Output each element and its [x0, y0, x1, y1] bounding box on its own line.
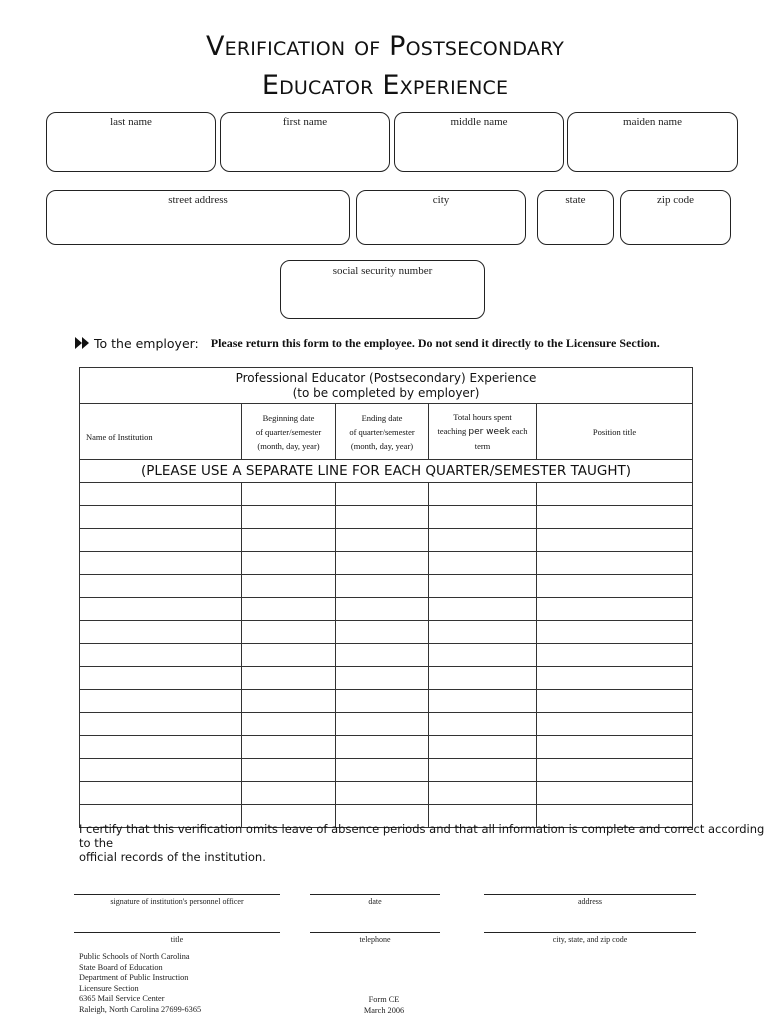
- maiden-name-label: maiden name: [623, 116, 682, 128]
- position-input[interactable]: [537, 783, 692, 805]
- beginning-date-input[interactable]: [242, 691, 335, 713]
- position-input[interactable]: [537, 507, 692, 529]
- hours-input[interactable]: [429, 530, 536, 552]
- last-name-label: last name: [110, 116, 152, 128]
- institution-input[interactable]: [80, 576, 241, 598]
- table-cell-institution: [80, 667, 242, 690]
- header-begin-line-2: of quarter/semester: [255, 426, 322, 437]
- beginning-date-input[interactable]: [242, 622, 335, 644]
- position-input[interactable]: [537, 737, 692, 759]
- table-cell-ending-date: [336, 483, 429, 506]
- hours-input[interactable]: [429, 714, 536, 736]
- table-row: [80, 598, 693, 621]
- table-cell-institution: [80, 621, 242, 644]
- table-cell-ending-date: [336, 529, 429, 552]
- table-cell-position: [537, 552, 693, 575]
- footer-form-number: Form CE: [368, 995, 400, 1004]
- ending-date-input[interactable]: [336, 737, 428, 759]
- table-row: [80, 690, 693, 713]
- table-cell-beginning-date: [242, 644, 336, 667]
- institution-input[interactable]: [80, 737, 241, 759]
- ending-date-input[interactable]: [336, 599, 428, 621]
- beginning-date-input[interactable]: [242, 737, 335, 759]
- table-cell-position: [537, 644, 693, 667]
- footer-org-6: Raleigh, North Carolina 27699-6365: [79, 1004, 202, 1014]
- table-cell-institution: [80, 736, 242, 759]
- table-row: [80, 736, 693, 759]
- header-hours-teaching: teaching: [437, 426, 469, 436]
- table-cell-institution: [80, 483, 242, 506]
- footer-org-5: 6365 Mail Service Center: [79, 994, 165, 1003]
- position-input[interactable]: [537, 553, 692, 575]
- signature-city-state-zip-line[interactable]: city, state, and zip code: [484, 932, 696, 944]
- table-cell-ending-date: [336, 506, 429, 529]
- institution-input[interactable]: [80, 507, 241, 529]
- table-cell-hours: [429, 644, 537, 667]
- table-cell-position: [537, 621, 693, 644]
- beginning-date-input[interactable]: [242, 484, 335, 506]
- first-name-input[interactable]: [227, 146, 383, 166]
- position-input[interactable]: [537, 645, 692, 667]
- table-cell-hours: [429, 690, 537, 713]
- position-input[interactable]: [537, 622, 692, 644]
- ending-date-input[interactable]: [336, 622, 428, 644]
- street-address-field[interactable]: [46, 190, 350, 245]
- zip-code-label: zip code: [657, 194, 694, 206]
- header-end-line-1: Ending date: [361, 412, 403, 423]
- beginning-date-input[interactable]: [242, 530, 335, 552]
- footer-org-1: Public Schools of North Carolina: [79, 952, 190, 961]
- signature-title-line[interactable]: title: [74, 932, 280, 944]
- state-input[interactable]: [544, 219, 607, 239]
- header-end-line-2: of quarter/semester: [349, 426, 415, 437]
- header-institution: Name of Institution: [80, 404, 242, 460]
- position-input[interactable]: [537, 599, 692, 621]
- table-cell-hours: [429, 621, 537, 644]
- institution-input[interactable]: [80, 645, 241, 667]
- table-cell-beginning-date: [242, 529, 336, 552]
- table-title-line-2: (to be completed by employer): [292, 385, 480, 400]
- institution-input[interactable]: [80, 553, 241, 575]
- header-total-hours: [429, 404, 537, 460]
- ending-date-input[interactable]: [336, 484, 428, 506]
- header-hours-per-week: per week: [468, 427, 510, 437]
- table-cell-position: [537, 598, 693, 621]
- beginning-date-input[interactable]: [242, 507, 335, 529]
- beginning-date-input[interactable]: [242, 576, 335, 598]
- table-cell-position: [537, 759, 693, 782]
- table-row: [80, 782, 693, 805]
- table-cell-ending-date: [336, 782, 429, 805]
- ending-date-input[interactable]: [336, 714, 428, 736]
- table-cell-ending-date: [336, 552, 429, 575]
- position-input[interactable]: [537, 714, 692, 736]
- double-arrow-icon: [74, 336, 92, 350]
- middle-name-label: middle name: [450, 116, 508, 128]
- table-cell-hours: [429, 598, 537, 621]
- table-cell-hours: [429, 575, 537, 598]
- table-cell-position: [537, 483, 693, 506]
- signature-officer-line[interactable]: signature of institution's personnel officer: [74, 894, 280, 906]
- footer-address-block: [79, 952, 201, 1015]
- ssn-label: social security number: [332, 265, 433, 277]
- header-end-line-3: (month, day, year): [350, 440, 414, 451]
- table-cell-hours: [429, 713, 537, 736]
- table-cell-hours: [429, 483, 537, 506]
- table-cell-ending-date: [336, 598, 429, 621]
- header-hours-line-1: Total hours spent: [453, 412, 512, 422]
- form-title-line-1: Verification of Postsecondary: [205, 31, 565, 62]
- institution-input[interactable]: [80, 599, 241, 621]
- ending-date-input[interactable]: [336, 530, 428, 552]
- table-cell-institution: [80, 598, 242, 621]
- footer-org-2: State Board of Education: [79, 962, 163, 972]
- institution-input[interactable]: [80, 783, 241, 805]
- hours-input[interactable]: [429, 484, 536, 506]
- maiden-name-field[interactable]: [567, 112, 738, 172]
- hours-input[interactable]: [429, 507, 536, 529]
- header-begin-line-3: (month, day, year): [257, 440, 320, 451]
- table-row: [80, 575, 693, 598]
- table-cell-institution: [80, 713, 242, 736]
- header-beginning-date: [242, 404, 336, 460]
- employer-label: To the employer:: [94, 335, 199, 351]
- table-cell-beginning-date: [242, 598, 336, 621]
- table-row: [80, 506, 693, 529]
- table-cell-institution: [80, 644, 242, 667]
- header-hours-line-2: [429, 424, 536, 439]
- beginning-date-input[interactable]: [242, 553, 335, 575]
- header-hours-line-3: term: [474, 441, 491, 451]
- table-row: [80, 667, 693, 690]
- ending-date-input[interactable]: [336, 691, 428, 713]
- ending-date-input[interactable]: [336, 783, 428, 805]
- beginning-date-input[interactable]: [242, 714, 335, 736]
- ending-date-input[interactable]: [336, 645, 428, 667]
- table-cell-position: [537, 782, 693, 805]
- table-cell-institution: [80, 782, 242, 805]
- ending-date-input[interactable]: [336, 576, 428, 598]
- hours-input[interactable]: [429, 783, 536, 805]
- table-cell-hours: [429, 736, 537, 759]
- maiden-name-input[interactable]: [574, 146, 731, 166]
- certification-line-1: I certify that this verification omits leave of absence periods and that all information is complete and correct according to the: [79, 822, 765, 850]
- table-row: [80, 759, 693, 782]
- institution-input[interactable]: [80, 691, 241, 713]
- hours-input[interactable]: [429, 737, 536, 759]
- signature-date-line[interactable]: date: [310, 894, 440, 906]
- beginning-date-input[interactable]: [242, 668, 335, 690]
- city-label: city: [432, 194, 450, 206]
- table-cell-institution: [80, 759, 242, 782]
- signature-address-line[interactable]: address: [484, 894, 696, 906]
- table-cell-institution: [80, 552, 242, 575]
- beginning-date-input[interactable]: [242, 783, 335, 805]
- beginning-date-input[interactable]: [242, 599, 335, 621]
- hours-input[interactable]: [429, 668, 536, 690]
- footer-org-3: Department of Public Instruction: [79, 973, 189, 982]
- table-cell-beginning-date: [242, 552, 336, 575]
- table-cell-hours: [429, 552, 537, 575]
- first-name-label: first name: [282, 116, 328, 128]
- city-input[interactable]: [363, 219, 519, 239]
- table-row: [80, 621, 693, 644]
- footer-form-date: March 2006: [363, 1005, 405, 1015]
- ending-date-input[interactable]: [336, 507, 428, 529]
- zip-code-input[interactable]: [627, 219, 724, 239]
- table-cell-beginning-date: [242, 782, 336, 805]
- position-input[interactable]: [537, 691, 692, 713]
- beginning-date-input[interactable]: [242, 645, 335, 667]
- table-cell-beginning-date: [242, 483, 336, 506]
- experience-table: [79, 367, 693, 828]
- position-input[interactable]: [537, 530, 692, 552]
- table-cell-ending-date: [336, 759, 429, 782]
- header-ending-date: [336, 404, 429, 460]
- city-field[interactable]: [356, 190, 526, 245]
- table-cell-position: [537, 690, 693, 713]
- position-input[interactable]: [537, 668, 692, 690]
- position-input[interactable]: [537, 576, 692, 598]
- middle-name-field[interactable]: [394, 112, 564, 172]
- position-input[interactable]: [537, 760, 692, 782]
- institution-input[interactable]: [80, 714, 241, 736]
- table-cell-beginning-date: [242, 713, 336, 736]
- ending-date-input[interactable]: [336, 760, 428, 782]
- table-cell-position: [537, 736, 693, 759]
- institution-input[interactable]: [80, 760, 241, 782]
- table-cell-hours: [429, 782, 537, 805]
- institution-input[interactable]: [80, 530, 241, 552]
- table-cell-hours: [429, 529, 537, 552]
- table-cell-ending-date: [336, 667, 429, 690]
- table-row: [80, 483, 693, 506]
- table-body: [80, 483, 693, 828]
- zip-code-field[interactable]: [620, 190, 731, 245]
- last-name-field[interactable]: [46, 112, 216, 172]
- street-address-label: street address: [168, 194, 228, 206]
- header-position-title: Position title: [537, 404, 693, 460]
- hours-input[interactable]: [429, 622, 536, 644]
- table-cell-hours: [429, 667, 537, 690]
- table-cell-institution: [80, 529, 242, 552]
- table-row: [80, 529, 693, 552]
- table-title: [80, 368, 693, 404]
- institution-input[interactable]: [80, 484, 241, 506]
- hours-input[interactable]: [429, 691, 536, 713]
- hours-input[interactable]: [429, 645, 536, 667]
- header-hours-each: each: [509, 426, 528, 436]
- certification-statement: [79, 822, 770, 864]
- header-begin-line-1: Beginning date: [262, 412, 315, 423]
- table-cell-ending-date: [336, 621, 429, 644]
- table-cell-position: [537, 667, 693, 690]
- institution-input[interactable]: [80, 622, 241, 644]
- table-cell-ending-date: [336, 690, 429, 713]
- state-field[interactable]: [537, 190, 614, 245]
- hours-input[interactable]: [429, 576, 536, 598]
- table-cell-position: [537, 506, 693, 529]
- table-row: [80, 713, 693, 736]
- table-cell-position: [537, 713, 693, 736]
- table-row: [80, 552, 693, 575]
- ssn-input[interactable]: [287, 293, 478, 313]
- signature-telephone-line[interactable]: telephone: [310, 932, 440, 944]
- beginning-date-input[interactable]: [242, 760, 335, 782]
- table-cell-beginning-date: [242, 506, 336, 529]
- street-address-input[interactable]: [53, 219, 343, 239]
- institution-input[interactable]: [80, 668, 241, 690]
- certification-line-2: official records of the institution.: [79, 850, 266, 864]
- ssn-field[interactable]: [280, 260, 485, 319]
- table-cell-beginning-date: [242, 667, 336, 690]
- table-cell-beginning-date: [242, 759, 336, 782]
- table-cell-ending-date: [336, 644, 429, 667]
- table-title-line-1: Professional Educator (Postsecondary) Experience: [235, 370, 537, 385]
- table-cell-hours: [429, 759, 537, 782]
- ending-date-input[interactable]: [336, 553, 428, 575]
- table-cell-position: [537, 529, 693, 552]
- footer-org-4: Licensure Section: [79, 983, 139, 993]
- employer-note: [74, 333, 660, 353]
- table-cell-beginning-date: [242, 621, 336, 644]
- state-label: state: [565, 194, 586, 206]
- table-cell-ending-date: [336, 713, 429, 736]
- table-cell-beginning-date: [242, 690, 336, 713]
- hours-input[interactable]: [429, 760, 536, 782]
- employer-instruction: Please return this form to the employee. Do not send it directly to the Licensure Section.: [210, 335, 660, 350]
- last-name-input[interactable]: [53, 146, 209, 166]
- table-cell-position: [537, 575, 693, 598]
- table-cell-ending-date: [336, 736, 429, 759]
- table-row: [80, 644, 693, 667]
- table-cell-beginning-date: [242, 575, 336, 598]
- form-title-line-2: Educator Experience: [261, 70, 509, 101]
- table-cell-institution: [80, 575, 242, 598]
- table-cell-ending-date: [336, 575, 429, 598]
- ending-date-input[interactable]: [336, 668, 428, 690]
- hours-input[interactable]: [429, 553, 536, 575]
- table-cell-beginning-date: [242, 736, 336, 759]
- middle-name-input[interactable]: [401, 146, 557, 166]
- table-cell-institution: [80, 690, 242, 713]
- table-cell-institution: [80, 506, 242, 529]
- table-notice: (PLEASE USE A SEPARATE LINE FOR EACH QUARTER/SEMESTER TAUGHT): [80, 460, 693, 483]
- table-cell-hours: [429, 506, 537, 529]
- hours-input[interactable]: [429, 599, 536, 621]
- position-input[interactable]: [537, 484, 692, 506]
- first-name-field[interactable]: [220, 112, 390, 172]
- footer-form-id: [348, 995, 420, 1016]
